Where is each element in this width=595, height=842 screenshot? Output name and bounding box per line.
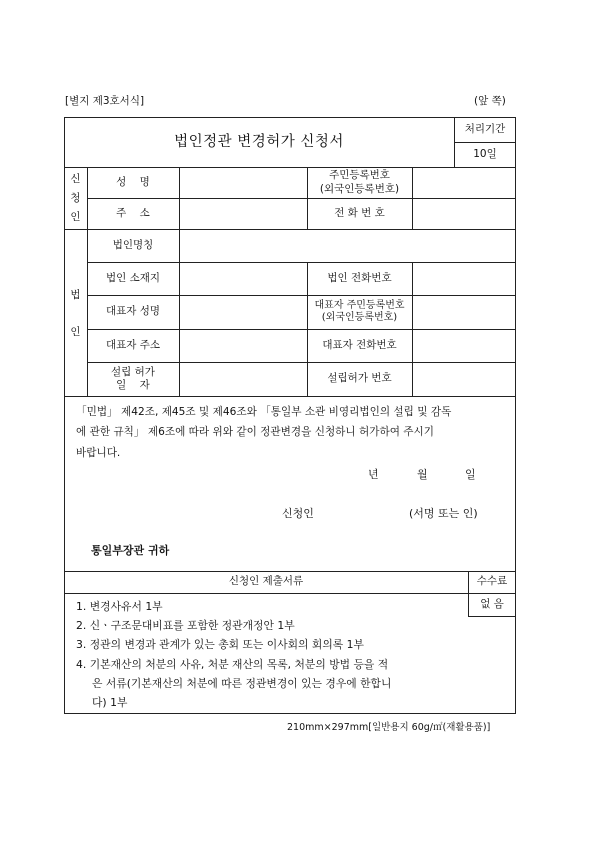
applicant-name-field[interactable] [180,167,307,198]
applicant-phone-field[interactable] [413,198,516,229]
establishment-date-field[interactable] [180,362,307,396]
processing-period-label: 처리기간 [464,122,506,135]
paper-spec: 210mm×297mm[일반용지 60g/㎡(재활용품)] [287,722,491,733]
applicant-phone-label: 전 화 번 호 [334,206,385,219]
rep-phone-field[interactable] [413,329,516,362]
document-item-4-end: 다) 1부 [92,696,128,709]
divider [468,616,516,617]
applicant-section-label: 신 청 인 [70,172,81,223]
rep-phone-label: 대표자 전화번호 [322,338,397,351]
statement-line-3: 바랍니다. [76,447,121,459]
document-item-2: 2. 신ㆍ구조문대비표를 포함한 정관개정안 1부 [76,619,295,632]
addressee: 통일부장관 귀하 [91,544,170,557]
page-side-label: (앞 쪽) [474,95,506,107]
statement-line-1: 「민법」 제42조, 제45조 및 제46조와 「통일부 소관 비영리법인의 설립 및 감독 [76,406,452,418]
statement-line-2: 에 관한 규칙」 제6조에 따라 위와 같이 정관변경을 신청하니 허가하여 주시기 [76,426,435,438]
applicant-name-label: 성 명 [116,175,150,188]
applicant-id-field[interactable] [413,167,516,198]
processing-period-value: 10일 [473,147,497,160]
rep-id-field[interactable] [413,295,516,329]
corp-name-field[interactable] [180,229,516,262]
corp-phone-label: 법인 전화번호 [327,271,392,284]
rep-name-field[interactable] [180,295,307,329]
establishment-no-field[interactable] [413,362,516,396]
rep-id-label: 대표자 주민등록번호 (외국인등록번호) [314,299,405,323]
applicant-sign-label: 신청인 [282,507,314,520]
divider [64,396,516,397]
applicant-id-label: 주민등록번호 (외국인등록번호) [319,169,400,195]
document-item-1: 1. 변경사유서 1부 [76,600,163,613]
corp-phone-field[interactable] [413,262,516,295]
fee-value: 없 음 [480,598,504,611]
corp-name-label: 법인명칭 [112,238,154,251]
documents-header: 신청인 제출서류 [228,575,304,588]
document-item-4: 4. 기본재산의 처분의 사유, 처분 재산의 목록, 처분의 방법 등을 적 [76,658,389,671]
establishment-date-label: 설립 허가 일 자 [111,365,155,391]
form-title: 법인정관 변경허가 신청서 [174,133,344,150]
applicant-address-label: 주 소 [116,206,150,219]
corp-location-label: 법인 소재지 [105,271,161,284]
corporation-section-label: 법 인 [70,288,81,338]
date-year-label: 년 [368,468,379,481]
rep-name-label: 대표자 성명 [105,305,161,318]
rep-address-field[interactable] [180,329,307,362]
corp-location-field[interactable] [180,262,307,295]
form-number: [별지 제3호서식] [65,95,145,107]
document-item-3: 3. 정관의 변경과 관계가 있는 총회 또는 이사회의 회의록 1부 [76,638,364,651]
document-item-4-cont: 은 서류(기본재산의 처분에 따른 정관변경이 있는 경우에 한합니 [92,677,392,690]
signature-field[interactable]: (서명 또는 인) [409,507,478,520]
fee-label: 수수료 [476,575,508,588]
rep-address-label: 대표자 주소 [105,338,161,351]
divider [64,593,516,594]
establishment-no-label: 설립허가 번호 [327,372,392,385]
date-month-label: 월 [417,468,428,481]
date-day-label: 일 [465,468,476,481]
applicant-address-field[interactable] [180,198,307,229]
